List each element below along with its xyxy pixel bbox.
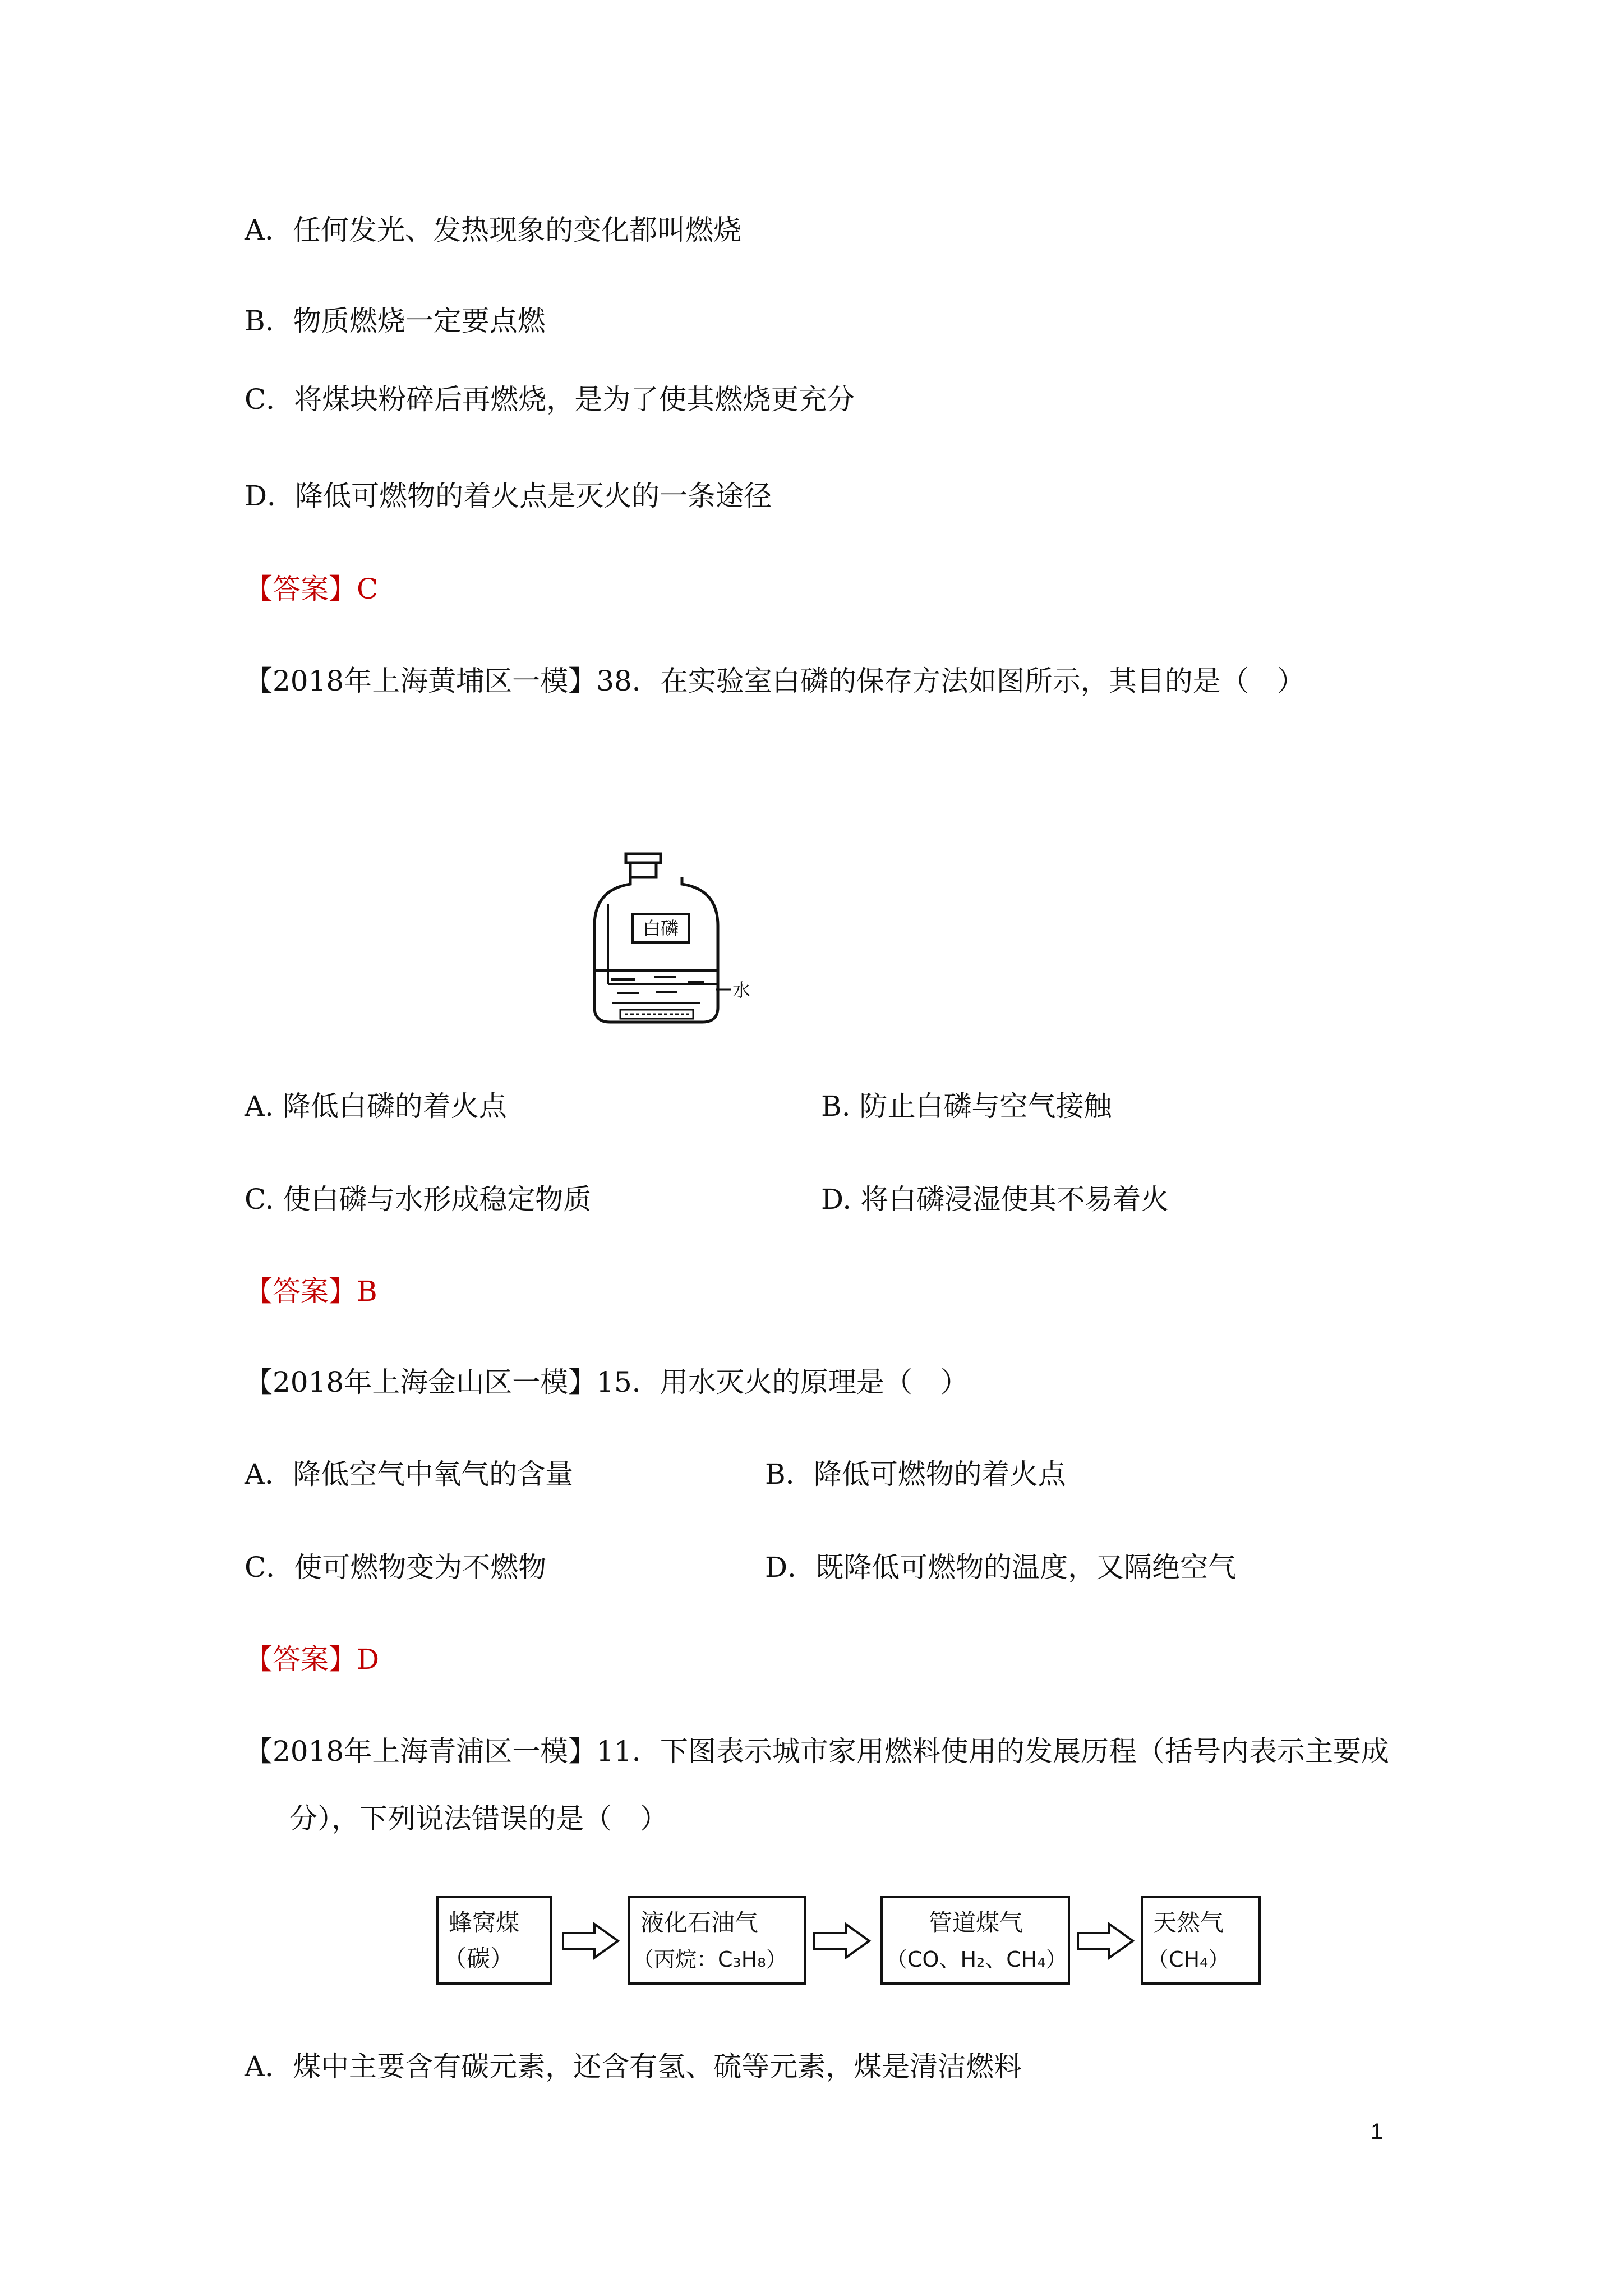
q38-option-d: D. 将白磷浸湿使其不易着火 [821,1183,1169,1216]
flow-arrow-icon [563,1924,618,1958]
q38-stem: 【2018年上海黄埔区一模】38．在实验室白磷的保存方法如图所示，其目的是（ ） [245,665,1305,697]
answer-label: 【答案】 [245,573,357,605]
answer-value: B [357,1275,377,1308]
answer-label: 【答案】 [245,1275,357,1308]
flow-arrow-icon [814,1924,869,1958]
flow-box-1-formula: （碳） [443,1945,514,1972]
water-lines [596,970,717,1003]
flow-box-4-name: 天然气 [1153,1909,1224,1936]
q15-option-a: A．降低空气中氧气的含量 [245,1458,574,1490]
q15-option-c: C．使可燃物变为不燃物 [245,1551,547,1584]
flow-box-3-formula: （CO、H₂、CH₄） [886,1947,1067,1972]
flow-box-4-formula: （CH₄） [1147,1947,1230,1972]
prev-option-d: D．降低可燃物的着火点是灭火的一条途径 [245,480,772,512]
q11-stem-line1: 【2018年上海青浦区一模】11．下图表示城市家用燃料使用的发展历程（括号内表示主要成 [245,1735,1389,1768]
flow-box-3-name: 管道煤气 [929,1909,1023,1936]
answer-label: 【答案】 [245,1643,357,1676]
bottle-body [594,877,718,1022]
prev-option-a: A．任何发光、发热现象的变化都叫燃烧 [245,214,742,246]
bottle-stopper [626,854,661,877]
answer-value: C [357,573,379,605]
prev-option-c: C．将煤块粉碎后再燃烧，是为了使其燃烧更充分 [245,383,855,416]
flow-arrow-icon [1078,1924,1133,1958]
prev-option-b: B．物质燃烧一定要点燃 [245,305,546,337]
phosphorus-label: 白磷 [642,918,679,939]
answer-value: D [357,1643,380,1676]
q38-option-a: A. 降低白磷的着火点 [245,1090,507,1122]
q11-stem-line2: 分），下列说法错误的是（ ） [289,1802,668,1835]
q15-option-b: B．降低可燃物的着火点 [765,1458,1066,1490]
q38-answer [245,1273,377,1309]
flow-box-1-name: 蜂窝煤 [449,1909,520,1936]
white-phosphorus-bottle-figure [583,841,785,1032]
q11-option-a: A．煤中主要含有碳元素，还含有氢、硫等元素，煤是清洁燃料 [245,2050,1022,2083]
flow-box-2-formula: （丙烷：C₃H₈） [633,1947,787,1972]
q15-stem: 【2018年上海金山区一模】15．用水灭火的原理是（ ） [245,1366,969,1398]
phosphorus-lumps [620,1010,693,1019]
flow-box-2-name: 液化石油气 [640,1909,759,1936]
q38-option-c: C. 使白磷与水形成稳定物质 [245,1183,592,1216]
prev-answer [245,571,378,607]
q15-option-d: D．既降低可燃物的温度，又隔绝空气 [765,1551,1237,1584]
fuel-history-flowchart [435,1885,1265,1997]
page-number: 1 [1371,2119,1384,2144]
q38-option-b: B. 防止白磷与空气接触 [821,1090,1112,1122]
q15-answer [245,1641,379,1677]
water-label: 水 [732,979,751,1001]
